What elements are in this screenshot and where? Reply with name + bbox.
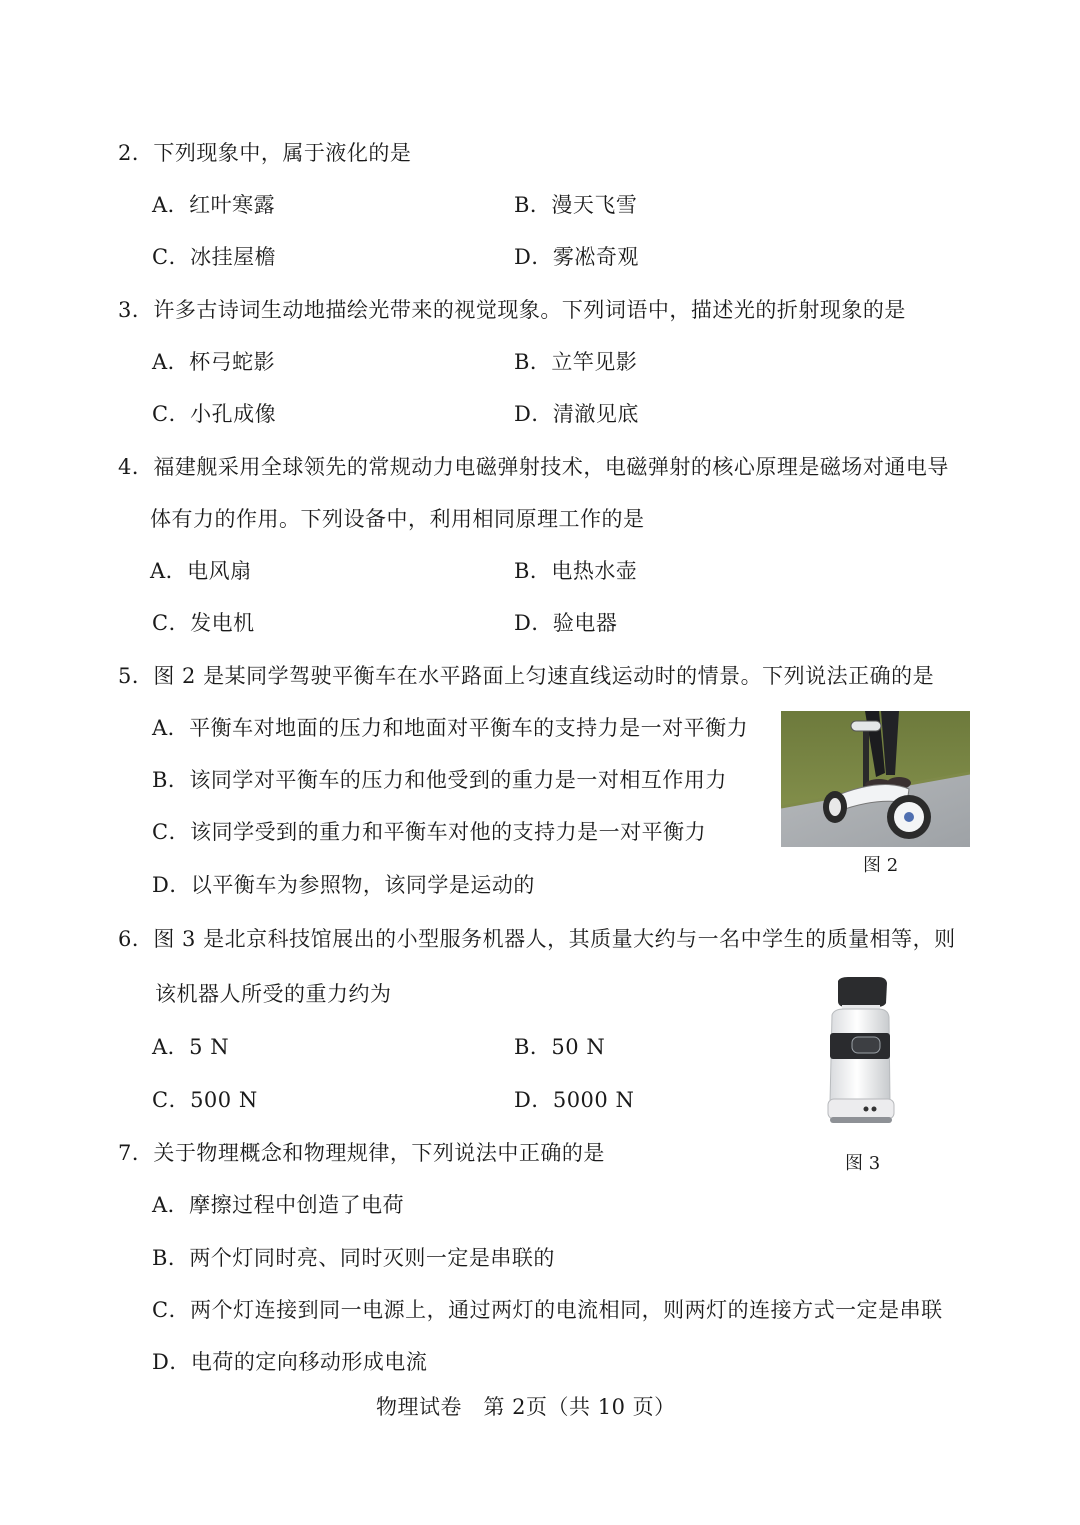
q6-option-d: D．5000 N xyxy=(514,1088,635,1112)
q4-option-a: A．电风扇 xyxy=(150,559,252,583)
q5-option-d: D．以平衡车为参照物，该同学是运动的 xyxy=(152,873,535,897)
figure-2-caption: 图 2 xyxy=(863,855,899,876)
question-5-stem: 5．图 2 是某同学驾驶平衡车在水平路面上匀速直线运动时的情景。下列说法正确的是 xyxy=(118,664,935,688)
q6-option-a: A．5 N xyxy=(152,1035,230,1059)
question-3-stem: 3．许多古诗词生动地描绘光带来的视觉现象。下列词语中，描述光的折射现象的是 xyxy=(118,298,906,322)
question-7-stem: 7．关于物理概念和物理规律，下列说法中正确的是 xyxy=(118,1141,605,1165)
q6-option-c: C．500 N xyxy=(152,1088,258,1112)
q3-option-b: B．立竿见影 xyxy=(514,350,638,374)
question-4-stem-line1: 4．福建舰采用全球领先的常规动力电磁弹射技术，电磁弹射的核心原理是磁场对通电导 xyxy=(118,455,949,479)
q5-option-b: B．该同学对平衡车的压力和他受到的重力是一对相互作用力 xyxy=(152,768,727,792)
q4-option-b: B．电热水壶 xyxy=(514,559,638,583)
q2-option-c: C．冰挂屋檐 xyxy=(152,245,277,269)
q5-option-a: A．平衡车对地面的压力和地面对平衡车的支持力是一对平衡力 xyxy=(152,716,749,740)
balance-scooter-photo xyxy=(781,711,970,847)
q4-option-d: D．验电器 xyxy=(514,611,618,635)
q4-option-c: C．发电机 xyxy=(152,611,255,635)
figure-3-caption: 图 3 xyxy=(845,1153,881,1174)
q2-option-b: B．漫天飞雪 xyxy=(514,193,638,217)
q3-option-d: D．清澈见底 xyxy=(514,402,639,426)
q5-option-c: C．该同学受到的重力和平衡车对他的支持力是一对平衡力 xyxy=(152,820,707,844)
page-footer: 物理试卷 第 2页（共 10 页） xyxy=(376,1395,676,1419)
question-6-stem-line1: 6．图 3 是北京科技馆展出的小型服务机器人，其质量大约与一名中学生的质量相等，则 xyxy=(118,927,956,951)
q3-option-a: A．杯弓蛇影 xyxy=(152,350,276,374)
q6-option-b: B．50 N xyxy=(514,1035,606,1059)
q7-option-d: D．电荷的定向移动形成电流 xyxy=(152,1350,428,1374)
question-2-stem: 2．下列现象中，属于液化的是 xyxy=(118,141,412,165)
q2-option-a: A．红叶寒露 xyxy=(152,193,276,217)
q3-option-c: C．小孔成像 xyxy=(152,402,277,426)
question-6-stem-line2: 该机器人所受的重力约为 xyxy=(155,982,392,1006)
q7-option-a: A．摩擦过程中创造了电荷 xyxy=(152,1193,405,1217)
q7-option-b: B．两个灯同时亮、同时灭则一定是串联的 xyxy=(152,1246,555,1270)
service-robot-image xyxy=(820,975,900,1135)
q2-option-d: D．雾凇奇观 xyxy=(514,245,639,269)
question-4-stem-line2: 体有力的作用。下列设备中，利用相同原理工作的是 xyxy=(150,507,645,531)
q7-option-c: C．两个灯连接到同一电源上，通过两灯的电流相同，则两灯的连接方式一定是串联 xyxy=(152,1298,943,1322)
